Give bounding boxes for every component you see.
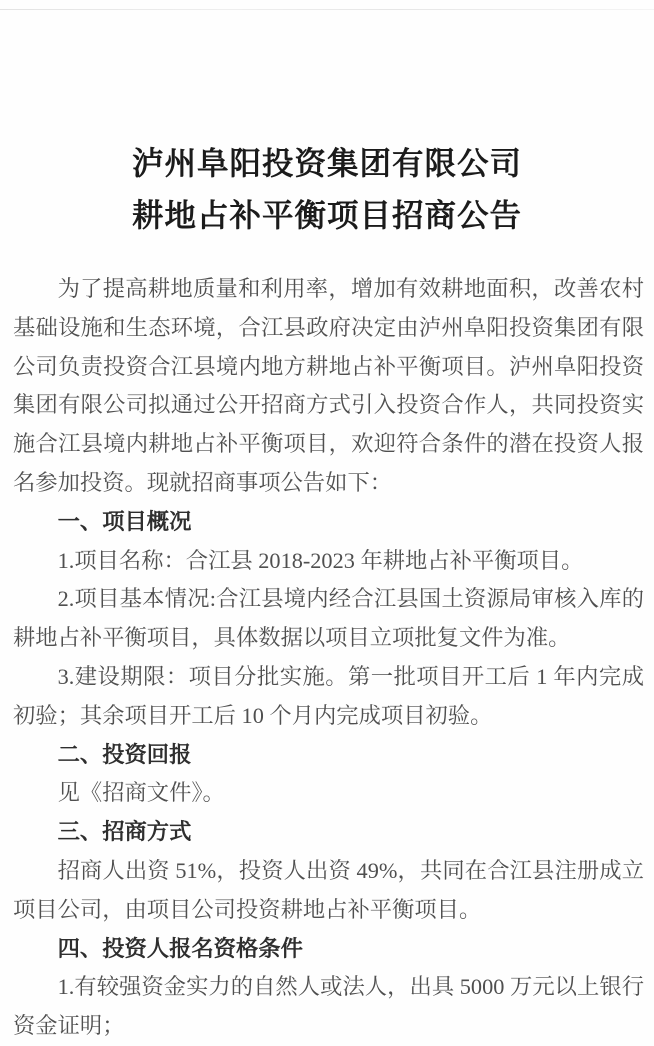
qualification-paragraph: 1.有较强资金实力的自然人或法人，出具 5000 万元以上银行资金证明； bbox=[13, 974, 644, 1039]
section-heading-investment-return: 二、投资回报 bbox=[57, 741, 192, 767]
title-line-1: 泸州阜阳投资集团有限公司 bbox=[131, 146, 522, 181]
document-body bbox=[0, 270, 654, 1046]
title-line-2: 耕地占补平衡项目招商公告 bbox=[131, 198, 522, 233]
project-name-paragraph: 1.项目名称：合江县 2018-2023 年耕地占补平衡项目。 bbox=[57, 547, 584, 573]
investment-return-paragraph: 见《招商文件》。 bbox=[57, 780, 225, 806]
project-basics-paragraph: 2.项目基本情况:合江县境内经合江县国土资源局审核入库的耕地占补平衡项目，具体数据以项目立项批复文件为准。 bbox=[13, 586, 644, 651]
investment-method-paragraph: 招商人出资 51%，投资人出资 49%，共同在合江县注册成立项目公司，由项目公司投资耕地占补平衡项目。 bbox=[13, 857, 644, 922]
intro-paragraph: 为了提高耕地质量和利用率，增加有效耕地面积，改善农村基础设施和生态环境，合江县政府决定由泸州阜阳投资集团有限公司负责投资合江县境内地方耕地占补平衡项目。泸州阜阳投资集团有限公司拟通过公开招商方式引入投资合作人，共同投资实施合江县境内耕地占补平衡项目，欢迎符合条件的潜在投资人报名参加投资。现就招商事项公告如下： bbox=[13, 276, 644, 495]
construction-period-paragraph: 3.建设期限：项目分批实施。第一批项目开工后 1 年内完成初验；其余项目开工后 10 个月内完成项目初验。 bbox=[13, 663, 644, 728]
scan-edge-line bbox=[0, 9, 654, 10]
section-heading-investment-method: 三、招商方式 bbox=[57, 819, 192, 845]
section-heading-project-overview: 一、项目概况 bbox=[57, 508, 192, 534]
document-title bbox=[0, 0, 654, 242]
section-heading-qualifications: 四、投资人报名资格条件 bbox=[57, 935, 303, 961]
